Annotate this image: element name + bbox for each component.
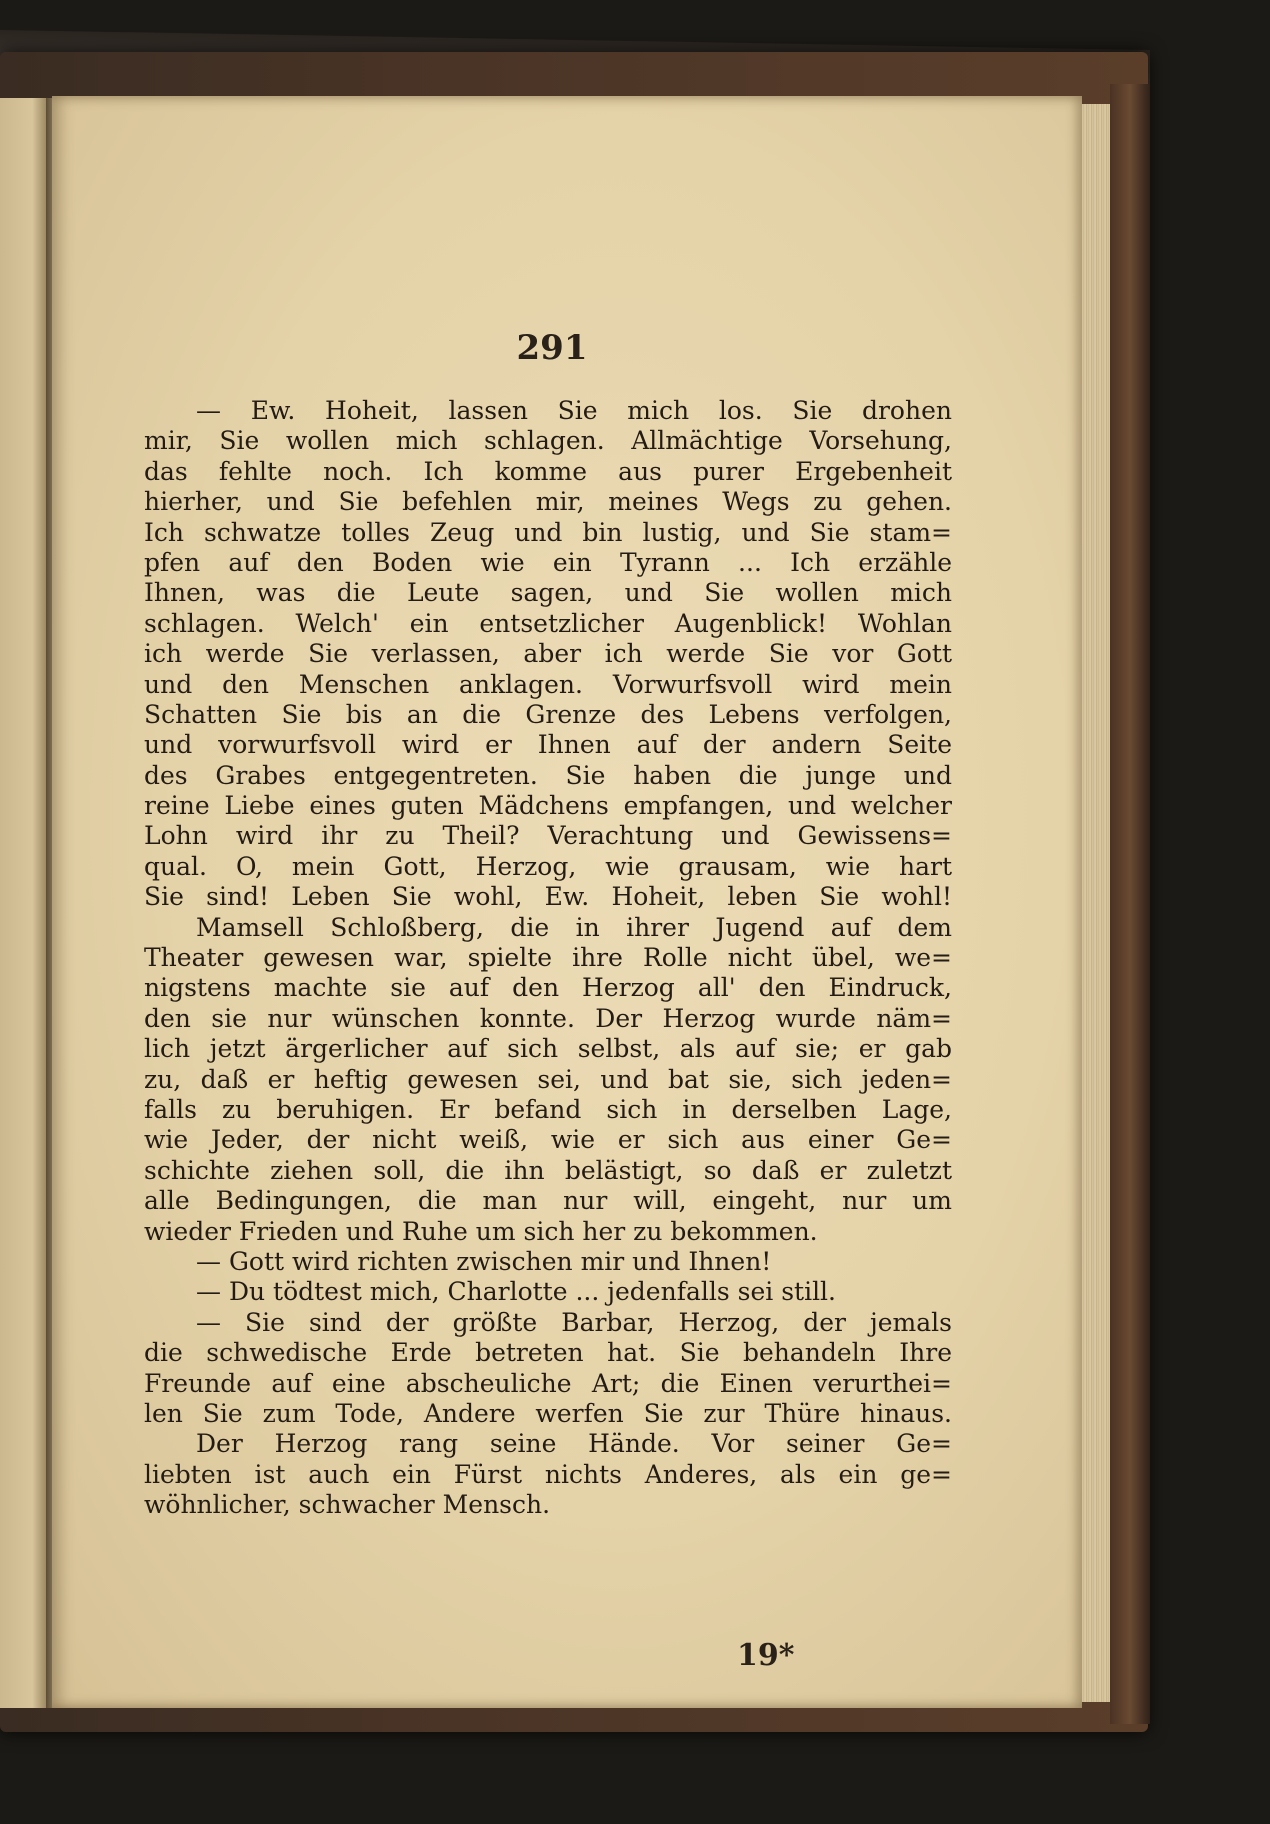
text-line: — Ew. Hoheit, lassen Sie mich los. Sie drohen	[196, 396, 952, 425]
text-line: zu, daß er heftig gewesen sei, und bat sie, sich jeden=	[144, 1064, 952, 1094]
text-line: die schwedische Erde betreten hat. Sie behandeln Ihre	[144, 1338, 952, 1368]
text-line: Freunde auf eine abscheuliche Art; die Einen verurthei=	[144, 1368, 952, 1398]
text-line: wie Jeder, der nicht weiß, wie er sich aus einer Ge=	[144, 1125, 952, 1155]
cover-edge	[1110, 84, 1150, 1724]
left-page-edge	[0, 98, 46, 1708]
text-line: alle Bedingungen, die man nur will, eingeht, nur um	[144, 1186, 952, 1216]
text-line: und den Menschen anklagen. Vorwurfsvoll wird mein	[144, 669, 952, 699]
text-line: len Sie zum Tode, Andere werfen Sie zur Thüre hinaus.	[144, 1398, 952, 1428]
text-line: schlagen. Welch' ein entsetzlicher Augenblick! Wohlan	[144, 608, 952, 638]
text-line: mir, Sie wollen mich schlagen. Allmächtige Vorsehung,	[144, 426, 952, 456]
book-page	[52, 96, 1082, 1708]
text-line: pfen auf den Boden wie ein Tyrann ... Ich erzähle	[144, 547, 952, 577]
text-line: ich werde Sie verlassen, aber ich werde Sie vor Gott	[144, 639, 952, 669]
text-line: Ich schwatze tolles Zeug und bin lustig, und Sie stam=	[144, 517, 952, 547]
text-line: qual. O, mein Gott, Herzog, wie grausam, wie hart	[144, 851, 952, 881]
text-line: Schatten Sie bis an die Grenze des Lebens verfolgen,	[144, 699, 952, 729]
text-line: — Sie sind der größte Barbar, Herzog, der jemals	[196, 1307, 952, 1337]
text-line: nigstens machte sie auf den Herzog all' den Eindruck,	[144, 973, 952, 1003]
body-text	[144, 396, 952, 1520]
text-line: reine Liebe eines guten Mädchens empfangen, und welcher	[144, 791, 952, 821]
text-line: den sie nur wünschen konnte. Der Herzog wurde näm=	[144, 1003, 952, 1033]
text-line: Der Herzog rang seine Hände. Vor seiner Ge=	[196, 1429, 952, 1459]
text-line: Lohn wird ihr zu Theil? Verachtung und Gewissens=	[144, 821, 952, 851]
text-line: — Du tödtest mich, Charlotte ... jedenfalls sei still.	[196, 1277, 837, 1307]
text-line: liebten ist auch ein Fürst nichts Anderes, als ein ge=	[144, 1459, 952, 1489]
text-line: Theater gewesen war, spielte ihre Rolle nicht übel, we=	[144, 943, 952, 973]
text-line: Sie sind! Leben Sie wohl, Ew. Hoheit, leben Sie wohl!	[144, 882, 952, 912]
text-line: hierher, und Sie befehlen mir, meines Wegs zu gehen.	[144, 487, 952, 517]
signature-mark: 19*	[737, 1638, 795, 1673]
text-line: wöhnlicher, schwacher Mensch.	[144, 1490, 551, 1520]
text-line: des Grabes entgegentreten. Sie haben die junge und	[144, 760, 952, 790]
text-line: und vorwurfsvoll wird er Ihnen auf der andern Seite	[144, 730, 952, 760]
text-line: schichte ziehen soll, die ihn belästigt, so daß er zuletzt	[144, 1155, 952, 1185]
text-line: Ihnen, was die Leute sagen, und Sie wollen mich	[144, 578, 952, 608]
page-number: 291	[516, 328, 588, 368]
text-line: falls zu beruhigen. Er befand sich in derselben Lage,	[144, 1094, 952, 1124]
page-block-edge	[1082, 104, 1110, 1702]
text-line: das fehlte noch. Ich komme aus purer Ergebenheit	[144, 456, 952, 486]
text-line: wieder Frieden und Ruhe um sich her zu bekommen.	[144, 1216, 818, 1246]
text-line: lich jetzt ärgerlicher auf sich selbst, als auf sie; er gab	[144, 1034, 952, 1064]
text-line: Mamsell Schloßberg, die in ihrer Jugend auf dem	[196, 912, 952, 942]
text-line: — Gott wird richten zwischen mir und Ihnen!	[196, 1246, 772, 1276]
